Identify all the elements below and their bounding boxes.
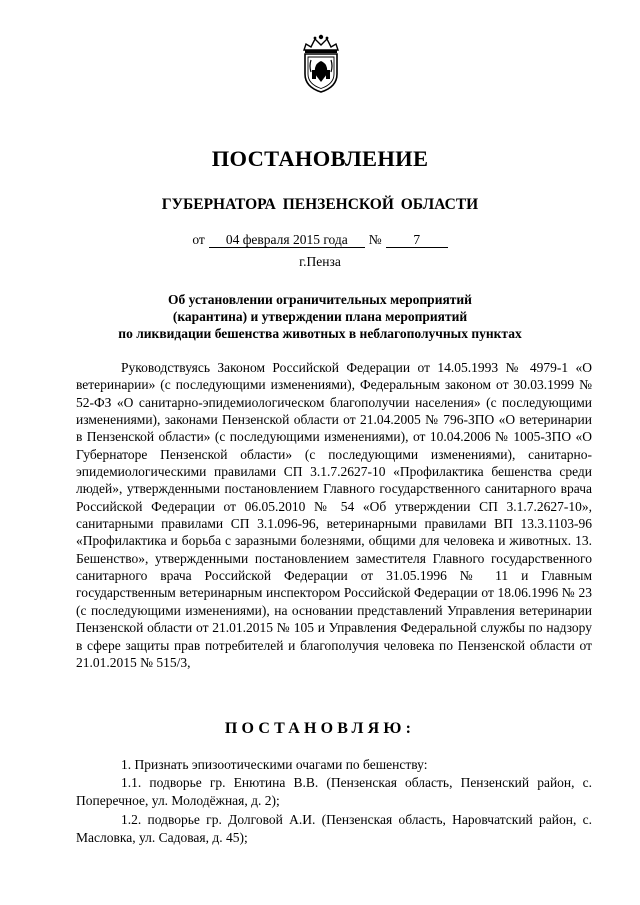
document-title: ПОСТАНОВЛЕНИЕ <box>211 146 429 171</box>
date-number-line <box>0 232 640 248</box>
document-subtitle: ГУБЕРНАТОРА ПЕНЗЕНСКОЙ ОБЛАСТИ <box>161 196 479 213</box>
list-item: 1.2. подворье гр. Долговой А.И. (Пензенская область, Наровчатский район, с. Масловка, ул. Садовая, д. 45); <box>76 811 592 845</box>
date-prefix: от <box>192 232 205 247</box>
list-item: 1.1. подворье гр. Енютина В.В. (Пензенская область, Пензенский район, с. Поперечное, ул. Молодёжная, д. 2); <box>76 775 592 809</box>
city-name: г.Пенза <box>299 254 341 269</box>
date-field: 04 февраля 2015 года <box>209 233 365 248</box>
document-heading <box>96 291 544 342</box>
preamble-paragraph: Руководствуясь Законом Российской Федерации от 14.05.1993 № 4979-1 «О ветеринарии» (с последующими изменениями), Федеральным законом от 30.03.1999 № 52-ФЗ «О санитарно-эпидемиологическом благополучии населения» (с последующими изменениями), законами Пензенской области от 21.04.2005 № 796-ЗПО «О ветеринарии в Пензенской области» (с последующими изменениями), от 10.04.2006 № 1005-ЗПО «О Губернаторе Пензенской области» (с последующими изменениями), санитарно-эпидемиологическими правилами СП 3.1.7.2627-10 «Профилактика бешенства среди людей», утвержденными постановлением Главного государственного санитарного врача Российской Федерации от 06.05.2010 № 54 «Об утверждении СП 3.1.7.2627-10», санитарными правилами СП 3.1.096-96, ветеринарными правилами ВП 13.3.1103-96 «Профилактика и борьба с заразными болезнями, общими для человека и животных. 13. Бешенство», утвержденными постановлением заместителя Главного государственного санитарного врача Российской Федерации от 31.05.1996 № 11 и Главным государственным ветеринарным инспектором Российской Федерации от 18.06.1996 № 23 (с последующими изменениями), на основании представлений Управления ветеринарии Пензенской области от 21.01.2015 № 105 и Управления Федеральной службы по надзору в сфере защиты прав потребителей и благополучия человека по Пензенской области от 21.01.2015 № 515/3, <box>76 360 592 670</box>
number-field: 7 <box>386 233 448 248</box>
heading-line: (карантина) и утверждении плана мероприятий <box>172 309 468 324</box>
list-item: 1. Признать эпизоотическими очагами по бешенству: <box>121 757 428 772</box>
number-sign: № <box>368 232 382 247</box>
resolve-heading: ПОСТАНОВЛЯЮ: <box>224 720 416 737</box>
coat-of-arms-emblem-icon <box>298 30 344 94</box>
resolution-items <box>76 756 592 847</box>
heading-line: Об установлении ограничительных мероприятий <box>168 292 472 307</box>
heading-line: по ликвидации бешенства животных в неблагополучных пунктах <box>118 326 522 341</box>
